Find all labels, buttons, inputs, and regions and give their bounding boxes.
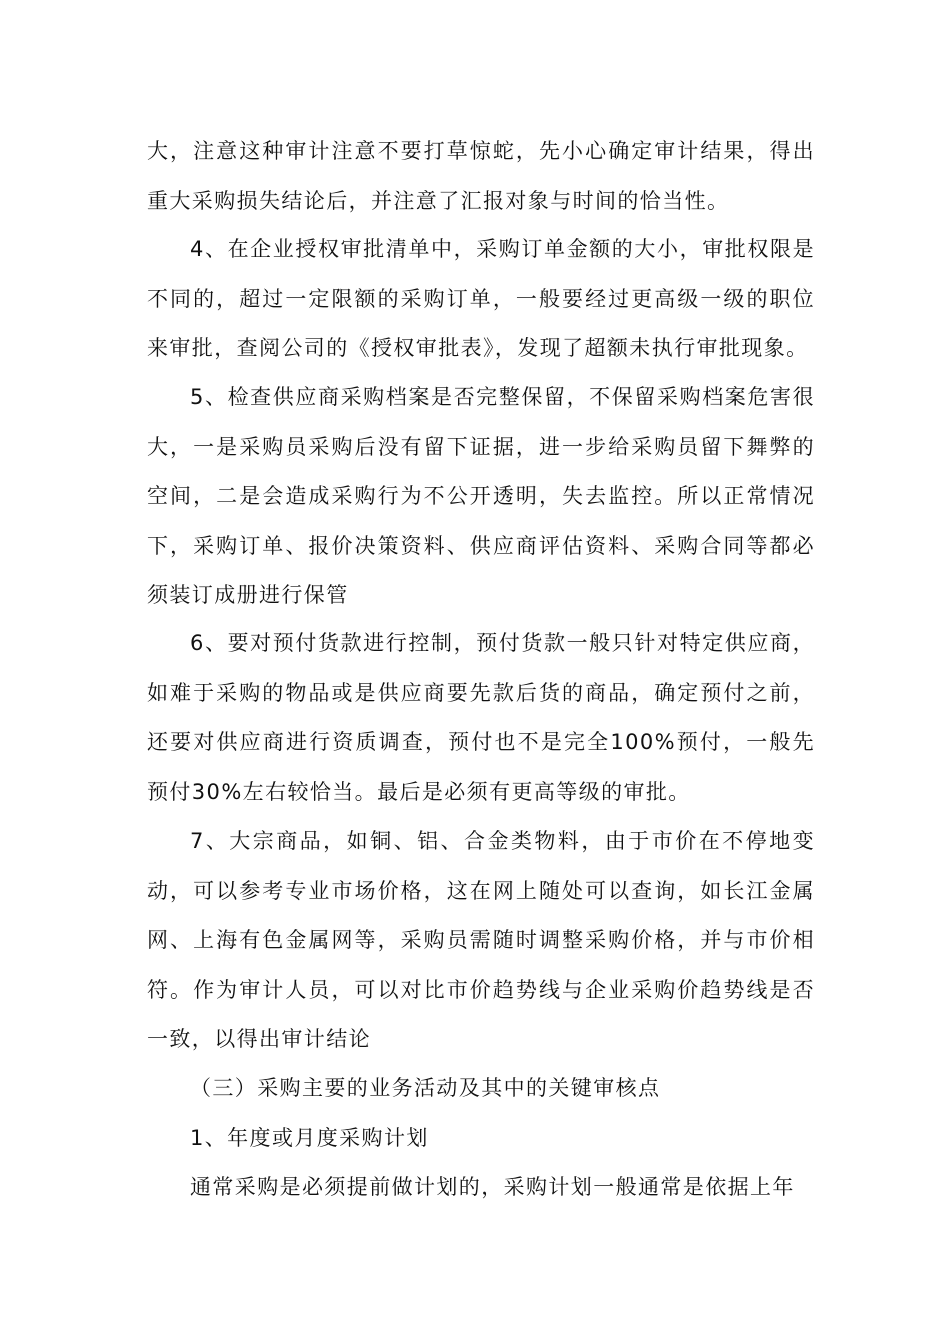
paragraph-item-7: 7、大宗商品，如铜、铝、合金类物料，由于市价在不停地变动，可以参考专业市场价格，这在网上随处可以查询，如长江金属网、上海有色金属网等，采购员需随时调整采购价格，并与市价相符。作为审计人员，可以对比市价趋势线与企业采购价趋势线是否一致，以得出审计结论 bbox=[147, 829, 815, 1051]
paragraph-item-4: 4、在企业授权审批清单中，采购订单金额的大小，审批权限是不同的，超过一定限额的采购订单，一般要经过更高级一级的职位来审批，查阅公司的《授权审批表》，发现了超额未执行审批现象。 bbox=[147, 237, 815, 360]
paragraph-item-5: 5、检查供应商采购档案是否完整保留，不保留采购档案危害很大，一是采购员采购后没有留下证据，进一步给采购员留下舞弊的空间，二是会造成采购行为不公开透明，失去监控。所以正常情况下，采购订单、报价决策资料、供应商评估资料、采购合同等都必须装订成册进行保管 bbox=[147, 385, 815, 607]
subsection-heading: 1、年度或月度采购计划 bbox=[190, 1126, 429, 1150]
paragraph-item-6: 6、要对预付货款进行控制，预付货款一般只针对特定供应商，如难于采购的物品或是供应商要先款后货的商品，确定预付之前，还要对供应商进行资质调查，预付也不是完全100%预付，一般先预付30%左右较恰当。最后是必须有更高等级的审批。 bbox=[147, 631, 815, 804]
paragraph-continuation: 大，注意这种审计注意不要打草惊蛇，先小心确定审计结果，得出重大采购损失结论后，并注意了汇报对象与时间的恰当性。 bbox=[147, 139, 815, 213]
section-heading: （三）采购主要的业务活动及其中的关键审核点 bbox=[190, 1076, 661, 1100]
paragraph-body: 通常采购是必须提前做计划的，采购计划一般通常是依据上年 bbox=[190, 1175, 795, 1199]
